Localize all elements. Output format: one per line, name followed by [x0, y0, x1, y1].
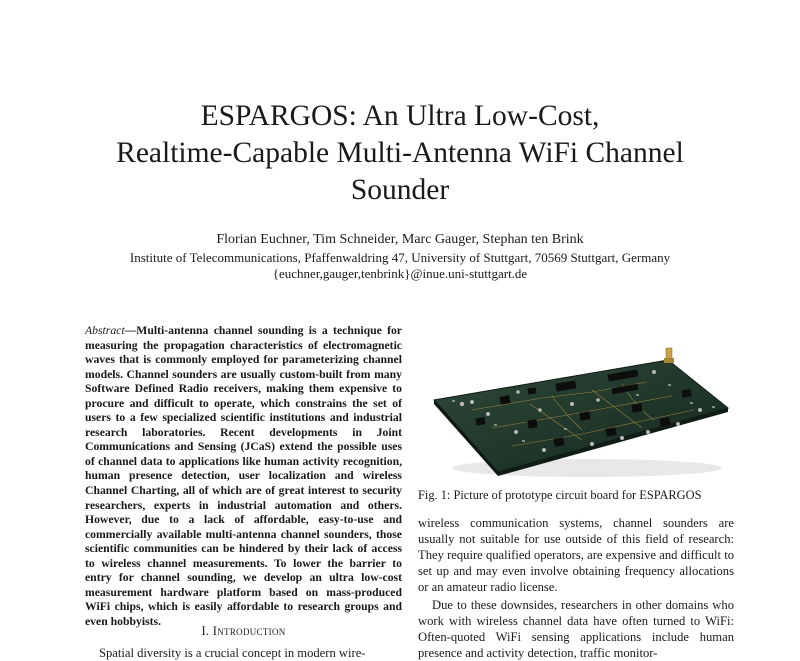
- affiliation: Institute of Telecommunications, Pfaffenwaldring 47, University of Stuttgart, 70569 Stuttgart, Germany: [129, 250, 671, 265]
- paper-title: [60, 98, 740, 209]
- section-number: I.: [201, 624, 210, 638]
- title-line-3: Sounder: [350, 174, 450, 206]
- section-title: Introduction: [212, 624, 286, 638]
- intro-paragraph: Spatial diversity is a crucial concept in modern wire-: [99, 646, 366, 660]
- abstract: [85, 324, 402, 629]
- section-heading: [85, 623, 402, 639]
- right-paragraph-1: wireless communication systems, channel sounders are usually not suitable for use outside of this field of research: They require qualified operators, are expensive and difficult to set up and may even involve obtaining frequency allocations or an amateur radio license.: [418, 516, 734, 595]
- figure-caption: Fig. 1: Picture of prototype circuit board for ESPARGOS: [418, 488, 702, 502]
- sma-connector: [664, 348, 674, 363]
- circuit-board-photo: [432, 340, 734, 480]
- title-line-1: ESPARGOS: An Ultra Low-Cost,: [200, 100, 600, 132]
- title-line-2: Realtime-Capable Multi-Antenna WiFi Channel: [116, 137, 684, 169]
- abstract-text: —Multi-antenna channel sounding is a technique for measuring the propagation characteristics of electromagnetic waves that is commonly employed for parameterizing channel models. Channel sounders are usually custom-built from many Software Defined Radio receivers, making them expensive to procure and difficult to operate, which constrains the set of users to a few specialized scientific institutions and industrial research laboratories. Recent developments in Joint Communications and Sensing (JCaS) extend the possible uses of channel data to applications like human activity recognition, human presence detection, user localization and wireless Channel Charting, all of which are of great interest to security researchers, experts in industrial automation and others. However, due to a lack of affordable, easy-to-use and commercially available multi-antenna channel sounders, those scientific communities can be hindered by their lack of access to wireless channel measurements. To lower the barrier to entry for channel sounding, we develop an ultra low-cost measurement hardware platform based on mass-produced WiFi chips, which is easily affordable to research groups and even hobbyists.: [85, 324, 402, 628]
- abstract-label: Abstract: [85, 324, 125, 337]
- right-paragraph-2: Due to these downsides, researchers in other domains who work with wireless channel data have often turned to WiFi: Often-quoted WiFi sensing applications include human presence and activity detection, traffic monitor-: [418, 598, 734, 661]
- author-list: Florian Euchner, Tim Schneider, Marc Gauger, Stephan ten Brink: [216, 232, 584, 247]
- author-email: {euchner,gauger,tenbrink}@inue.uni-stuttgart.de: [272, 266, 528, 281]
